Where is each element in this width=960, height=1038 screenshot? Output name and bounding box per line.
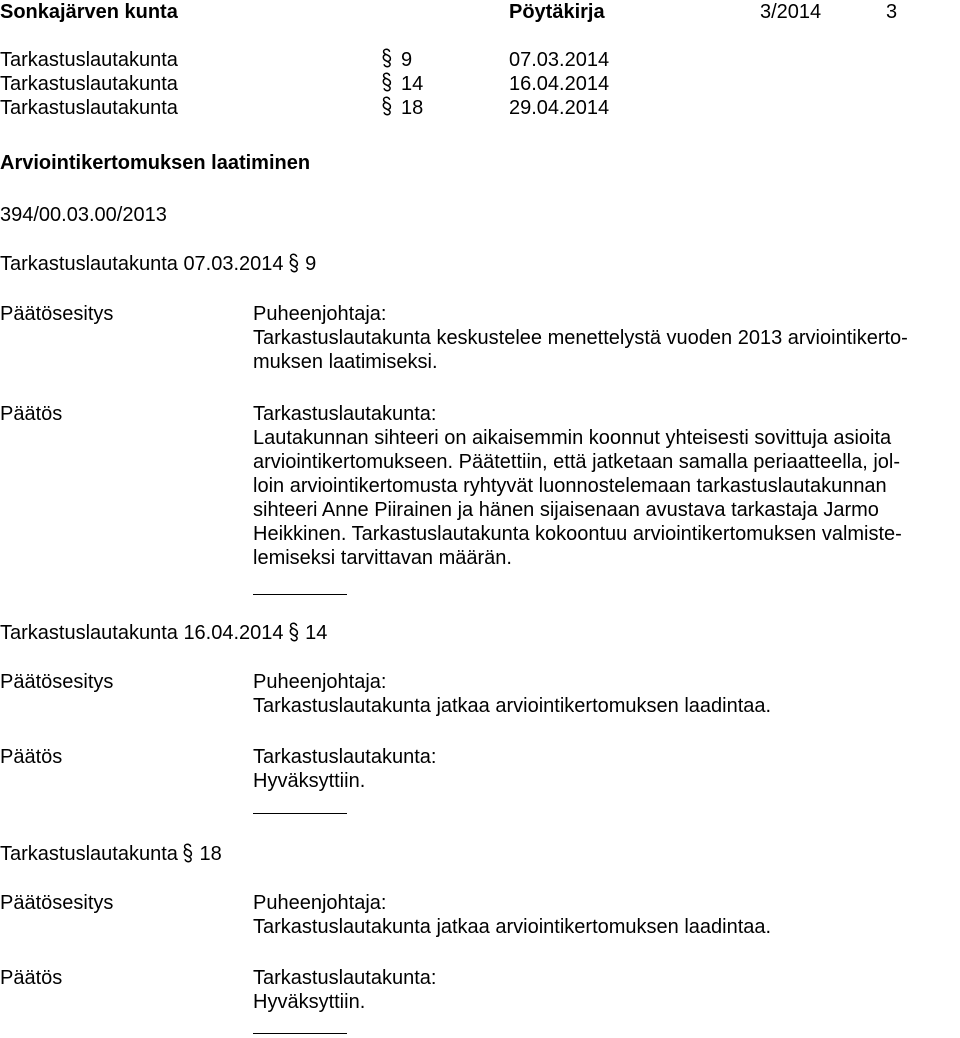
proposal-speaker: Puheenjohtaja:: [253, 303, 387, 325]
proposal-label: Päätösesitys: [0, 303, 114, 325]
meeting-section-number: 9: [305, 253, 317, 275]
section-divider: [253, 594, 347, 595]
section-sign-icon: [381, 48, 393, 68]
section-sign-icon: [381, 96, 393, 116]
case-number: 394/00.03.00/2013: [0, 204, 167, 226]
reference-section-number: 14: [401, 73, 424, 95]
decision-speaker: Tarkastuslautakunta:: [253, 967, 437, 989]
meeting-heading: [0, 252, 316, 276]
meeting-heading: [0, 842, 222, 866]
section-sign-icon: [381, 72, 393, 92]
proposal-text-line: muksen laatimiseksi.: [253, 351, 438, 373]
decision-text-line: arviointikertomukseen. Päätettiin, että jatketaan samalla periaatteella, jol-: [253, 451, 901, 473]
proposal-speaker: Puheenjohtaja:: [253, 671, 387, 693]
meeting-section-number: 18: [199, 843, 222, 865]
decision-text-line: loin arviointikertomusta ryhtyvät luonnostelemaan tarkastuslautakunnan: [253, 475, 887, 497]
proposal-block: [253, 302, 953, 374]
proposal-text-line: Tarkastuslautakunta jatkaa arviointikertomuksen laadintaa.: [253, 916, 772, 938]
reference-section: [381, 72, 393, 98]
decision-text-line: Hyväksyttiin.: [253, 770, 366, 792]
section-divider: [253, 1033, 347, 1034]
decision-text-line: Heikkinen. Tarkastuslautakunta kokoontuu arviointikertomuksen valmiste-: [253, 523, 902, 545]
proposal-speaker: Puheenjohtaja:: [253, 892, 387, 914]
decision-label: Päätös: [0, 967, 63, 989]
reference-date: 07.03.2014: [509, 49, 610, 71]
reference-section: [381, 48, 393, 74]
meeting-body-date: Tarkastuslautakunta: [0, 843, 178, 865]
reference-body: Tarkastuslautakunta: [0, 97, 178, 119]
decision-text-line: Hyväksyttiin.: [253, 991, 366, 1013]
meeting-heading: [0, 621, 327, 645]
reference-section: [381, 96, 393, 122]
proposal-label: Päätösesitys: [0, 892, 114, 914]
proposal-block: [253, 891, 953, 939]
reference-section-number: 18: [401, 97, 424, 119]
section-divider: [253, 813, 347, 814]
proposal-text-line: Tarkastuslautakunta keskustelee menettelystä vuoden 2013 arviointikerto-: [253, 327, 908, 349]
municipality-name: Sonkajärven kunta: [0, 1, 178, 23]
reference-section-number: 9: [401, 49, 413, 71]
reference-body: Tarkastuslautakunta: [0, 49, 178, 71]
decision-text-line: lemiseksi tarvittavan määrän.: [253, 547, 512, 569]
section-sign-icon: [288, 253, 300, 273]
reference-body: Tarkastuslautakunta: [0, 73, 178, 95]
section-sign-icon: [182, 843, 194, 863]
decision-block: [253, 402, 953, 570]
page-number: 3: [886, 1, 898, 23]
decision-speaker: Tarkastuslautakunta:: [253, 746, 437, 768]
meeting-section-number: 14: [305, 622, 328, 644]
proposal-text-line: Tarkastuslautakunta jatkaa arviointikertomuksen laadintaa.: [253, 695, 772, 717]
decision-block: [253, 966, 953, 1014]
document-type: Pöytäkirja: [509, 1, 605, 23]
document-title: Arviointikertomuksen laatiminen: [0, 152, 311, 174]
reference-date: 16.04.2014: [509, 73, 610, 95]
reference-date: 29.04.2014: [509, 97, 610, 119]
decision-label: Päätös: [0, 746, 63, 768]
decision-text-line: Lautakunnan sihteeri on aikaisemmin koonnut yhteisesti sovittuja asioita: [253, 427, 892, 449]
proposal-block: [253, 670, 953, 718]
decision-block: [253, 745, 953, 793]
meeting-body-date: Tarkastuslautakunta 07.03.2014: [0, 253, 284, 275]
decision-label: Päätös: [0, 403, 63, 425]
meeting-body-date: Tarkastuslautakunta 16.04.2014: [0, 622, 284, 644]
decision-speaker: Tarkastuslautakunta:: [253, 403, 437, 425]
decision-text-line: sihteeri Anne Piirainen ja hänen sijaisenaan avustava tarkastaja Jarmo: [253, 499, 879, 521]
document-number: 3/2014: [760, 1, 822, 23]
section-sign-icon: [288, 622, 300, 642]
proposal-label: Päätösesitys: [0, 671, 114, 693]
